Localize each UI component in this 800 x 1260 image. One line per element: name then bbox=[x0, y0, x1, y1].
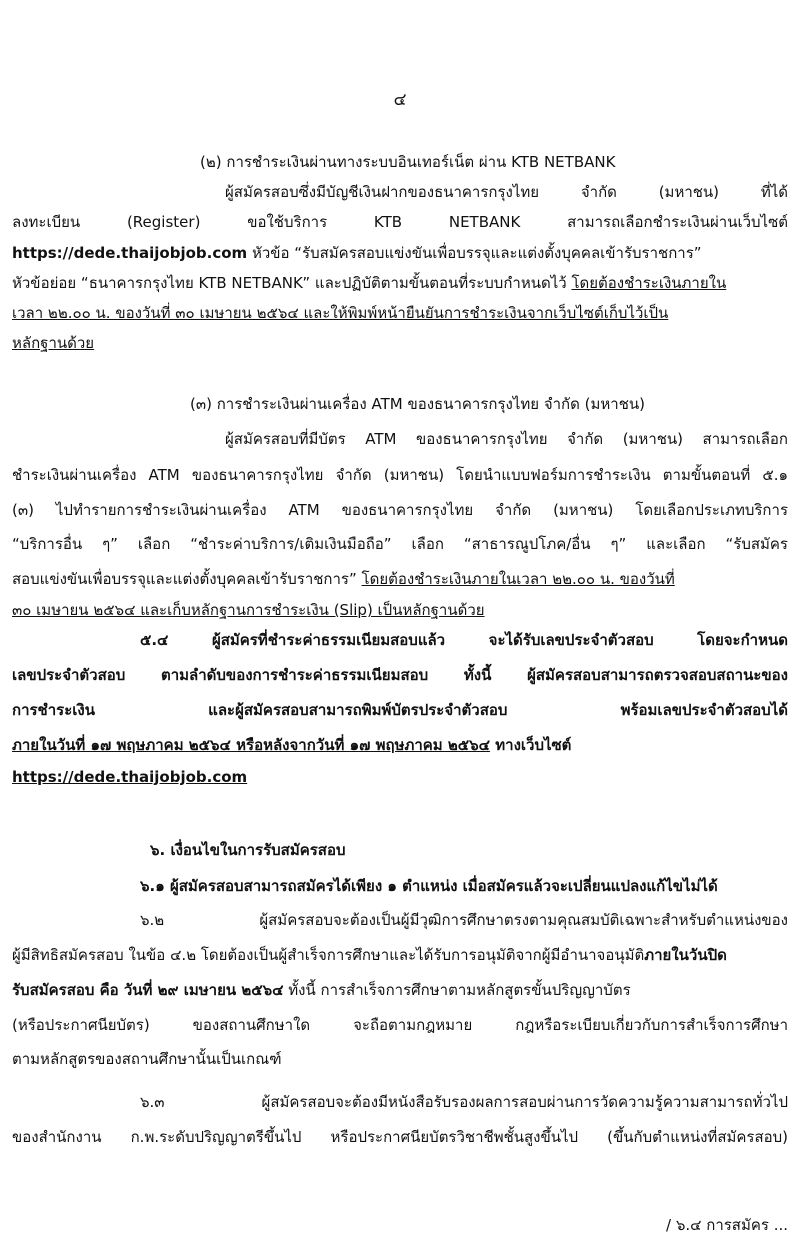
deadline-text: โดยต้องชำระเงินภายในเวลา ๒๒.๐๐ น. ของวันที่ bbox=[361, 570, 675, 588]
paragraph-line: ของสำนักงาน ก.พ.ระดับปริญญาตรีขึ้นไป หรือประกาศนียบัตรวิชาชีพชั้นสูงขึ้นไป (ขึ้นกับตำแหน่งที่สมัครสอบ) bbox=[12, 1128, 788, 1146]
paragraph-line: ผู้มีสิทธิสมัครสอบ ในข้อ ๔.๒ โดยต้องเป็นผู้สำเร็จการศึกษาและได้รับการอนุมัติจากผู้มีอำนาจอนุมัติภายในวันปิด bbox=[12, 946, 727, 964]
paragraph-line: ชำระเงินผ่านเครื่อง ATM ของธนาคารกรุงไทย จำกัด (มหาชน) โดยนำแบบฟอร์มการชำระเงิน ตามขั้นตอนที่ ๕.๑ bbox=[12, 466, 788, 484]
paragraph-line: ๕.๔ ผู้สมัครที่ชำระค่าธรรมเนียมสอบแล้ว จะได้รับเลขประจำตัวสอบ โดยจะกำหนด bbox=[140, 631, 788, 649]
paragraph-line: เลขประจำตัวสอบ ตามลำดับของการชำระค่าธรรมเนียมสอบ ทั้งนี้ ผู้สมัครสอบสามารถตรวจสอบสถานะของ bbox=[12, 666, 788, 684]
section-2-heading: (๒) การชำระเงินผ่านทางระบบอินเทอร์เน็ต ผ่าน KTB NETBANK bbox=[200, 153, 616, 171]
paragraph-line: รับสมัครสอบ คือ วันที่ ๒๙ เมษายน ๒๕๖๔ ทั้งนี้ การสำเร็จการศึกษาตามหลักสูตรขั้นปริญญาบัตร bbox=[12, 981, 631, 999]
paragraph-line: ๖.๓ ผู้สมัครสอบจะต้องมีหนังสือรับรองผลการสอบผ่านการวัดความรู้ความสามารถทั่วไป bbox=[140, 1093, 788, 1111]
continuation-footer: / ๖.๔ การสมัคร ... bbox=[666, 1216, 788, 1234]
paragraph-line: ผู้สมัครสอบซึ่งมีบัญชีเงินฝากของธนาคารกรุงไทย จำกัด (มหาชน) ที่ได้ bbox=[225, 183, 788, 201]
website-link[interactable]: https://dede.thaijobjob.com bbox=[12, 768, 248, 786]
paragraph-line: หัวข้อย่อย “ธนาคารกรุงไทย KTB NETBANK” และปฏิบัติตามขั้นตอนที่ระบบกำหนดไว้ โดยต้องชำระเงินภายใน bbox=[12, 274, 727, 292]
paragraph-line: ๖.๒ ผู้สมัครสอบจะต้องเป็นผู้มีวุฒิการศึกษาตรงตามคุณสมบัติเฉพาะสำหรับตำแหน่งของ bbox=[140, 911, 788, 929]
deadline-text: เวลา ๒๒.๐๐ น. ของวันที่ ๓๐ เมษายน ๒๕๖๔ และให้พิมพ์หน้ายืนยันการชำระเงินจากเว็บไซต์เก็บไว้เป็น bbox=[12, 304, 669, 322]
section-6-heading: ๖. เงื่อนไขในการรับสมัครสอบ bbox=[150, 841, 346, 859]
paragraph-line: ลงทะเบียน (Register) ขอใช้บริการ KTB NETBANK สามารถเลือกชำระเงินผ่านเว็บไซต์ bbox=[12, 213, 788, 231]
website-link[interactable]: https://dede.thaijobjob.com bbox=[12, 244, 248, 262]
date-text: ภายในวันที่ ๑๗ พฤษภาคม ๒๕๖๔ หรือหลังจากวันที่ ๑๗ พฤษภาคม ๒๕๖๔ bbox=[12, 736, 491, 754]
paragraph-line: ๖.๑ ผู้สมัครสอบสามารถสมัครได้เพียง ๑ ตำแหน่ง เมื่อสมัครแล้วจะเปลี่ยนแปลงแก้ไขไม่ได้ bbox=[140, 877, 718, 895]
paragraph-line: “บริการอื่น ๆ” เลือก “ชำระค่าบริการ/เติมเงินมือถือ” เลือก “สาธารณูปโภค/อื่น ๆ” และเลือก “รับสมัคร bbox=[12, 535, 788, 553]
date-text: รับสมัครสอบ คือ วันที่ ๒๙ เมษายน ๒๕๖๔ bbox=[12, 981, 284, 999]
paragraph-line: การชำระเงิน และผู้สมัครสอบสามารถพิมพ์บัตรประจำตัวสอบ พร้อมเลขประจำตัวสอบได้ bbox=[12, 701, 788, 719]
paragraph-line: https://dede.thaijobjob.com หัวข้อ “รับสมัครสอบแข่งขันเพื่อบรรจุและแต่งตั้งบุคคลเข้ารับราชการ” bbox=[12, 244, 702, 262]
paragraph-line: (หรือประกาศนียบัตร) ของสถานศึกษาใด จะถือตามกฎหมาย กฎหรือระเบียบเกี่ยวกับการสำเร็จการศึกษา bbox=[12, 1016, 788, 1034]
paragraph-line: ผู้สมัครสอบที่มีบัตร ATM ของธนาคารกรุงไทย จำกัด (มหาชน) สามารถเลือก bbox=[225, 430, 788, 448]
section-3-heading: (๓) การชำระเงินผ่านเครื่อง ATM ของธนาคารกรุงไทย จำกัด (มหาชน) bbox=[190, 395, 645, 413]
paragraph-line: (๓) ไปทำรายการชำระเงินผ่านเครื่อง ATM ของธนาคารกรุงไทย จำกัด (มหาชน) โดยเลือกประเภทบริการ bbox=[12, 501, 788, 519]
deadline-text: ๓๐ เมษายน ๒๕๖๔ และเก็บหลักฐานการชำระเงิน (Slip) เป็นหลักฐานด้วย bbox=[12, 601, 485, 619]
paragraph-line: สอบแข่งขันเพื่อบรรจุและแต่งตั้งบุคคลเข้ารับราชการ” โดยต้องชำระเงินภายในเวลา ๒๒.๐๐ น. ของวันที่ bbox=[12, 570, 675, 588]
deadline-text: หลักฐานด้วย bbox=[12, 334, 95, 352]
page-number: ๔ bbox=[393, 90, 407, 110]
paragraph-line: ภายในวันที่ ๑๗ พฤษภาคม ๒๕๖๔ หรือหลังจากวันที่ ๑๗ พฤษภาคม ๒๕๖๔ ทางเว็บไซต์ bbox=[12, 736, 572, 754]
paragraph-line: ตามหลักสูตรของสถานศึกษานั้นเป็นเกณฑ์ bbox=[12, 1050, 282, 1068]
deadline-text: โดยต้องชำระเงินภายใน bbox=[571, 274, 727, 292]
